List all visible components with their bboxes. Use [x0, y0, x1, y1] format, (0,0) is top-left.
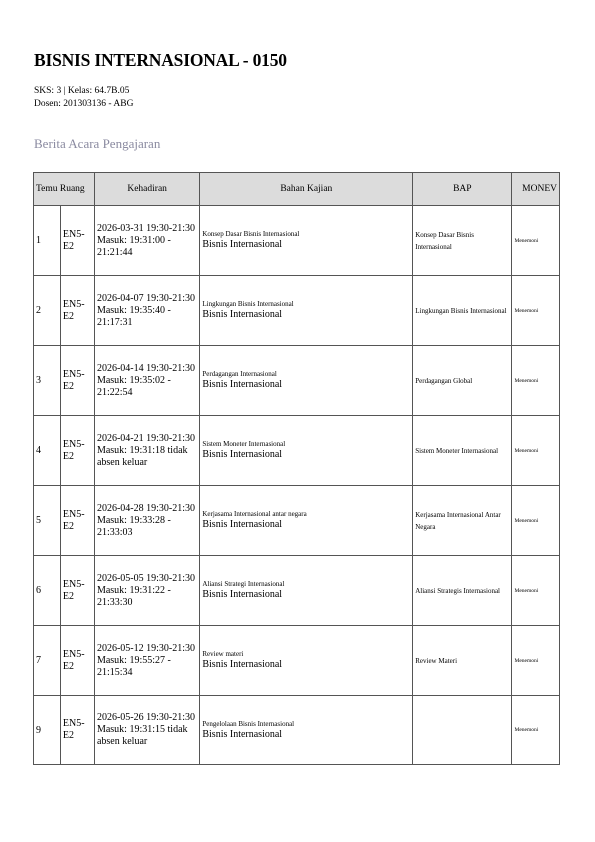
- kehadiran-masuk: Masuk: 19:31:00 - 21:21:44: [96, 234, 171, 258]
- cell-kehadiran: [94, 276, 199, 346]
- bap-table: [33, 172, 560, 765]
- cell-monev: [512, 696, 560, 765]
- monev-link[interactable]: Menemoni: [514, 377, 539, 384]
- cell-kehadiran: [94, 416, 199, 486]
- kehadiran-masuk: Masuk: 19:55:27 - 21:15:34: [96, 654, 171, 678]
- course-title: BISNIS INTERNASIONAL - 0150: [34, 50, 287, 70]
- bahan-topik: Sistem Moneter Internasional: [202, 440, 286, 448]
- cell-bahan-kajian: [200, 276, 413, 346]
- kehadiran-jadwal: 2026-04-21 19:30-21:30: [96, 432, 195, 444]
- cell-bahan-kajian: [200, 206, 413, 276]
- bahan-matakuliah: Bisnis Internasional: [202, 239, 283, 250]
- cell-temu: 3: [34, 346, 61, 416]
- cell-bap: Kerjasama Internasional Antar Negara: [413, 486, 512, 556]
- monev-link[interactable]: Menemoni: [514, 307, 539, 314]
- kehadiran-masuk: Masuk: 19:31:18 tidak absen keluar: [96, 444, 188, 468]
- bahan-topik: Pengelolaan Bisnis Internasional: [202, 719, 295, 728]
- cell-kehadiran: [94, 626, 199, 696]
- cell-bap: Konsep Dasar Bisnis Internasional: [413, 206, 512, 276]
- cell-bap: Lingkungan Bisnis Internasional: [413, 276, 512, 346]
- bahan-matakuliah: Bisnis Internasional: [202, 659, 283, 670]
- bahan-topik: Konsep Dasar Bisnis Internasional: [202, 230, 300, 238]
- monev-link[interactable]: Menemoni: [514, 447, 539, 454]
- cell-temu: 1: [34, 206, 61, 276]
- cell-ruang: EN5-E2: [60, 486, 94, 556]
- cell-kehadiran: [94, 346, 199, 416]
- course-meta-sks-kelas: SKS: 3 | Kelas: 64.7B.05: [34, 86, 130, 96]
- cell-bap: Sistem Moneter Internasional: [413, 416, 512, 486]
- column-header-monev: MONEV: [512, 173, 560, 206]
- cell-monev: [512, 346, 560, 416]
- cell-temu: 6: [34, 556, 61, 626]
- cell-bahan-kajian: [200, 486, 413, 556]
- bahan-matakuliah: Bisnis Internasional: [202, 449, 283, 460]
- cell-bahan-kajian: [200, 346, 413, 416]
- table-header-row: [34, 173, 560, 206]
- cell-bap: Aliansi Strategis Internasional: [413, 556, 512, 626]
- bahan-matakuliah: Bisnis Internasional: [202, 379, 283, 390]
- bahan-matakuliah: Bisnis Internasional: [202, 589, 283, 600]
- column-header-bap: BAP: [413, 173, 512, 206]
- bahan-topik: Review materi: [202, 650, 244, 658]
- cell-bap: Review Materi: [413, 626, 512, 696]
- section-title: Berita Acara Pengajaran: [34, 136, 161, 151]
- bahan-matakuliah: Bisnis Internasional: [202, 728, 283, 740]
- monev-link[interactable]: Menemoni: [514, 237, 539, 244]
- monev-link[interactable]: Menemoni: [514, 517, 539, 524]
- kehadiran-masuk: Masuk: 19:33:28 - 21:33:03: [96, 514, 171, 538]
- bahan-topik: Lingkungan Bisnis Internasional: [202, 300, 294, 308]
- cell-bahan-kajian: [200, 416, 413, 486]
- cell-monev: [512, 486, 560, 556]
- cell-ruang: EN5-E2: [60, 206, 94, 276]
- monev-link[interactable]: Menemoni: [514, 657, 539, 664]
- cell-bap: Perdagangan Global: [413, 346, 512, 416]
- kehadiran-masuk: Masuk: 19:31:15 tidak absen keluar: [96, 724, 188, 747]
- monev-link[interactable]: Menemoni: [514, 587, 539, 594]
- kehadiran-jadwal: 2026-04-28 19:30-21:30: [96, 502, 195, 514]
- cell-kehadiran: [94, 556, 199, 626]
- cell-ruang: EN5-E2: [60, 416, 94, 486]
- cell-kehadiran: [94, 206, 199, 276]
- cell-temu: 7: [34, 626, 61, 696]
- cell-monev: [512, 416, 560, 486]
- cell-bahan-kajian: [200, 696, 413, 765]
- bahan-topik: Kerjasama Internasional antar negara: [202, 510, 307, 518]
- table-row: [34, 696, 560, 765]
- table-row: [34, 486, 560, 556]
- kehadiran-masuk: Masuk: 19:35:02 - 21:22:54: [96, 374, 171, 398]
- cell-ruang: EN5-E2: [60, 696, 94, 765]
- cell-kehadiran: [94, 486, 199, 556]
- table-row: [34, 626, 560, 696]
- table-row: [34, 556, 560, 626]
- bahan-matakuliah: Bisnis Internasional: [202, 309, 283, 320]
- column-header-kehadiran: Kehadiran: [94, 173, 199, 206]
- kehadiran-masuk: Masuk: 19:31:22 - 21:33:30: [96, 584, 171, 608]
- kehadiran-jadwal: 2026-04-14 19:30-21:30: [96, 362, 195, 374]
- cell-kehadiran: [94, 696, 199, 765]
- cell-temu: 9: [34, 696, 61, 765]
- cell-monev: [512, 276, 560, 346]
- kehadiran-jadwal: 2026-05-26 19:30-21:30: [96, 712, 195, 723]
- cell-ruang: EN5-E2: [60, 346, 94, 416]
- table-row: [34, 276, 560, 346]
- cell-ruang: EN5-E2: [60, 626, 94, 696]
- column-header-bahan-kajian: Bahan Kajian: [200, 173, 413, 206]
- cell-bahan-kajian: [200, 556, 413, 626]
- monev-link[interactable]: Menemoni: [514, 727, 539, 733]
- cell-temu: 5: [34, 486, 61, 556]
- bahan-matakuliah: Bisnis Internasional: [202, 519, 283, 530]
- cell-monev: [512, 556, 560, 626]
- cell-temu: 4: [34, 416, 61, 486]
- course-meta-dosen: Dosen: 201303136 - ABG: [34, 99, 134, 109]
- cell-monev: [512, 626, 560, 696]
- cell-temu: 2: [34, 276, 61, 346]
- bahan-topik: Perdagangan Internasional: [202, 370, 277, 378]
- cell-ruang: EN5-E2: [60, 276, 94, 346]
- kehadiran-jadwal: 2026-05-12 19:30-21:30: [96, 642, 195, 654]
- cell-monev: [512, 206, 560, 276]
- table-row: [34, 206, 560, 276]
- table-row: [34, 416, 560, 486]
- cell-ruang: EN5-E2: [60, 556, 94, 626]
- kehadiran-jadwal: 2026-04-07 19:30-21:30: [96, 292, 195, 304]
- bahan-topik: Aliansi Strategi Internasional: [202, 580, 285, 588]
- kehadiran-jadwal: 2026-05-05 19:30-21:30: [96, 572, 195, 584]
- kehadiran-jadwal: 2026-03-31 19:30-21:30: [96, 222, 195, 234]
- cell-bahan-kajian: [200, 626, 413, 696]
- kehadiran-masuk: Masuk: 19:35:40 - 21:17:31: [96, 304, 171, 328]
- column-header-temu-ruang: Temu Ruang: [34, 173, 95, 206]
- cell-bap: [413, 696, 512, 765]
- table-row: [34, 346, 560, 416]
